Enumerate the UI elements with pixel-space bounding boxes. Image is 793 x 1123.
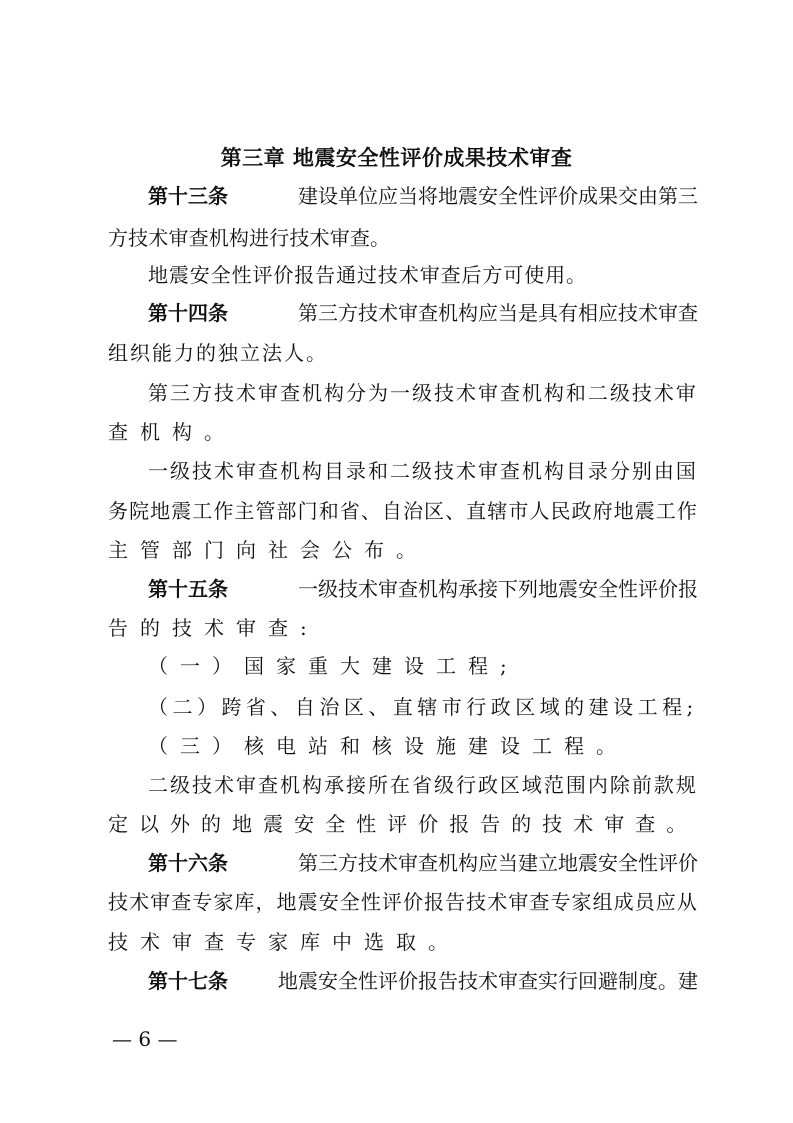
article-15-text-2: 告的技术审查:: [108, 616, 319, 640]
article-13-line-1: [108, 181, 698, 211]
article-17-number: 第十七条: [148, 969, 228, 993]
article-14-line-1: [108, 298, 698, 328]
article-13-text-2: 方技术审查机构进行技术审查。: [108, 226, 391, 250]
article-16-line-3: [108, 927, 698, 957]
paragraph-14c-text-3: 主管部门向社会公布。: [108, 538, 428, 562]
article-16-text-3: 技术审查专家库中选取。: [108, 930, 460, 954]
list-item-3: [148, 731, 698, 761]
paragraph-14b-text-1: 第三方技术审查机构分为一级技术审查机构和二级技术审: [148, 381, 698, 405]
article-14-text-1: 第三方技术审查机构应当是具有相应技术审查: [298, 301, 698, 325]
article-17-line-1: [108, 966, 698, 996]
article-14-number: 第十四条: [148, 301, 228, 325]
article-16-text-1: 第三方技术审查机构应当建立地震安全性评价: [298, 851, 698, 875]
list-item-1-text: （一）国家重大建设工程;: [148, 654, 519, 678]
list-item-2: [148, 692, 698, 722]
paragraph-14c-line-2: [108, 496, 698, 526]
article-15-number: 第十五条: [148, 577, 228, 601]
paragraph-15b-text-1: 二级技术审查机构承接所在省级行政区域范围内除前款规: [148, 773, 698, 797]
paragraph-14b-line-1: [148, 378, 698, 408]
paragraph-14c-text-2: 务院地震工作主管部门和省、自治区、直辖市人民政府地震工作: [108, 499, 698, 523]
paragraph-14c-text-1: 一级技术审查机构目录和二级技术审查机构目录分别由国: [148, 459, 698, 483]
list-item-1: [148, 651, 698, 681]
paragraph-14c-line-1: [148, 456, 698, 486]
article-16-number: 第十六条: [148, 851, 228, 875]
article-16-line-1: [108, 848, 698, 878]
article-15-line-2: [108, 613, 698, 643]
chapter-title: 第三章 地震安全性评价成果技术审查: [220, 146, 573, 170]
article-16-line-2: [108, 887, 698, 917]
paragraph-14b-line-2: [108, 417, 698, 447]
article-13-number: 第十三条: [148, 184, 228, 208]
paragraph-15b-line-2: [108, 809, 698, 839]
paragraph-13b-text: 地震安全性评价报告通过技术审查后方可使用。: [148, 263, 587, 287]
article-16-text-2: 技术审查专家库，地震安全性评价报告技术审查专家组成员应从: [108, 890, 698, 914]
article-14-text-2: 组织能力的独立法人。: [108, 341, 328, 365]
article-13-line-2: [108, 223, 392, 253]
page-number: — 6 —: [112, 1027, 178, 1051]
article-17-text-1: 地震安全性评价报告技术审查实行回避制度。建: [278, 969, 698, 993]
article-13-text-1: 建设单位应当将地震安全性评价成果交由第三: [298, 184, 698, 208]
article-15-line-1: [108, 574, 698, 604]
list-item-3-text: （三）核电站和核设施建设工程。: [148, 734, 628, 758]
paragraph-15b-text-2: 定以外的地震安全性评价报告的技术审查。: [108, 812, 698, 836]
paragraph-13b: [148, 260, 588, 290]
article-14-line-2: [108, 338, 328, 368]
paragraph-14c-line-3: [108, 535, 698, 565]
article-15-text-1: 一级技术审查机构承接下列地震安全性评价报: [298, 577, 698, 601]
list-item-2-text: （二）跨省、自治区、直辖市行政区域的建设工程;: [148, 695, 698, 719]
paragraph-15b-line-1: [148, 770, 698, 800]
paragraph-14b-text-2: 查机构。: [108, 420, 236, 444]
